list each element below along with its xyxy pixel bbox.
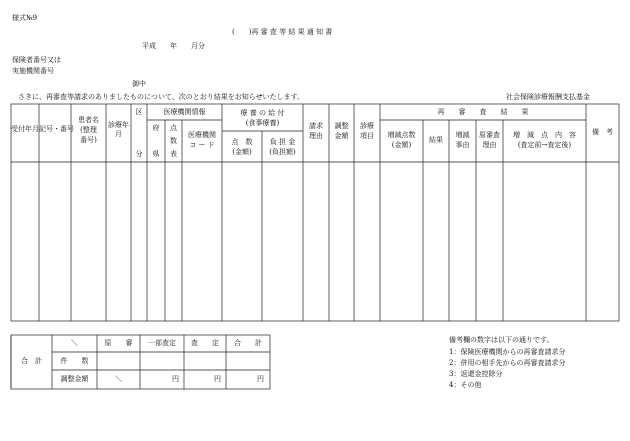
summary-col-satei: 査 定	[191, 339, 219, 347]
notes-item-3: 3：返還金控除分	[449, 370, 503, 378]
col-kigo-bango: 記号・番号	[39, 125, 74, 133]
col-futan-sub: (負担額)	[269, 148, 296, 156]
col-kanja-2: (整理	[80, 126, 97, 134]
notes-heading: 備考欄の数字は以下の通りです。	[449, 336, 554, 344]
col-iryo-code-1: 医療機関	[188, 131, 216, 139]
col-fu: 府	[152, 124, 160, 132]
form-number: 様式№9	[12, 14, 38, 22]
col-ken: 県	[152, 150, 160, 158]
col-zogen-naiyo-1: 増 減 点 内 容	[513, 131, 576, 139]
group-ryoyo-sub: (食事療養)	[245, 119, 280, 127]
organization-name: 社会保険診療報酬支払基金	[506, 93, 590, 101]
insurer-label-2: 実施機関番号	[12, 67, 54, 75]
col-chosei-2: 金額	[334, 132, 349, 140]
summary-yen-satei: 円	[214, 375, 221, 383]
col-tensu: 点 数	[231, 138, 253, 146]
insurer-label-1: 保険者番号又は	[12, 56, 61, 64]
summary-col-gokei: 合 計	[234, 339, 262, 347]
col-zogen-tensu-1: 増減点数	[387, 131, 416, 139]
col-zogen-jiyu-2: 事由	[455, 141, 470, 149]
col-zogen-naiyo-2: (査定前→査定後)	[517, 141, 572, 149]
col-shinryo-komoku-2: 項目	[360, 132, 374, 140]
summary-row-label: 合 計	[21, 357, 42, 365]
addressee: 御中	[132, 80, 146, 88]
col-kubun-top: 区	[135, 108, 143, 116]
col-shinryo-komoku-1: 診療	[360, 122, 374, 130]
notes-item-1: 1：保険医療機関からの再審査請求分	[449, 348, 566, 356]
col-ten: 点	[170, 124, 177, 132]
group-ryoyo-kyufu: 療 養 の 給 付	[240, 109, 285, 117]
col-shinryo-nengetsu: 診療年月	[108, 121, 129, 138]
notes-item-4: 4：その他	[449, 381, 482, 389]
group-iryokikan-info: 医療機関情報	[163, 108, 206, 116]
col-kanja-1: 患者名	[78, 116, 99, 124]
summary-col-ichibu-satei: 一部査定	[148, 339, 176, 347]
col-iryo-code-2: コ ー ド	[189, 141, 215, 149]
col-zogen-jiyu-1: 増減	[455, 131, 470, 139]
col-chosei-1: 調整	[334, 122, 349, 130]
summary-yen-ichibu: 円	[172, 375, 179, 383]
col-genshinsa-2: 理由	[482, 141, 497, 149]
summary-col-genshin: 原 審	[104, 339, 133, 347]
col-biko: 備 考	[592, 128, 613, 136]
summary-row-kensu: 件 数	[60, 357, 89, 365]
document-title: ( )再 審 査 等 結 果 通 知 書	[232, 28, 333, 36]
col-hyo: 表	[170, 150, 177, 158]
col-su: 数	[170, 137, 177, 145]
summary-diagonal-header: ＼	[71, 339, 78, 347]
col-kanja-3: 番号)	[80, 136, 97, 144]
col-tensu-sub: (金額)	[232, 148, 252, 156]
col-kekka: 結果	[429, 136, 443, 144]
intro-text: さきに、再審査等請求のありましたものについて、次のとおり結果をお知らせいたします。	[18, 93, 304, 101]
col-seikyu-2: 理由	[309, 132, 323, 140]
col-futan: 負 担 金	[269, 138, 296, 146]
col-uketsuke: 受付年月	[11, 125, 39, 133]
summary-chosei-genshin-slash: ＼	[115, 375, 122, 383]
col-genshinsa-1: 原審査	[479, 131, 500, 139]
col-kubun-bottom: 分	[135, 150, 143, 158]
summary-yen-gokei: 円	[257, 375, 264, 383]
date-line: 平成 年 月分	[142, 42, 205, 50]
summary-row-chosei-kingaku: 調整金額	[60, 375, 89, 383]
col-zogen-tensu-2: (金額)	[391, 141, 412, 149]
group-saishinsa-kekka: 再 審 査 結 果	[437, 108, 529, 116]
notes-item-2: 2：併用の相手先からの再審査請求分	[449, 359, 566, 367]
col-seikyu-1: 請求	[309, 122, 323, 130]
